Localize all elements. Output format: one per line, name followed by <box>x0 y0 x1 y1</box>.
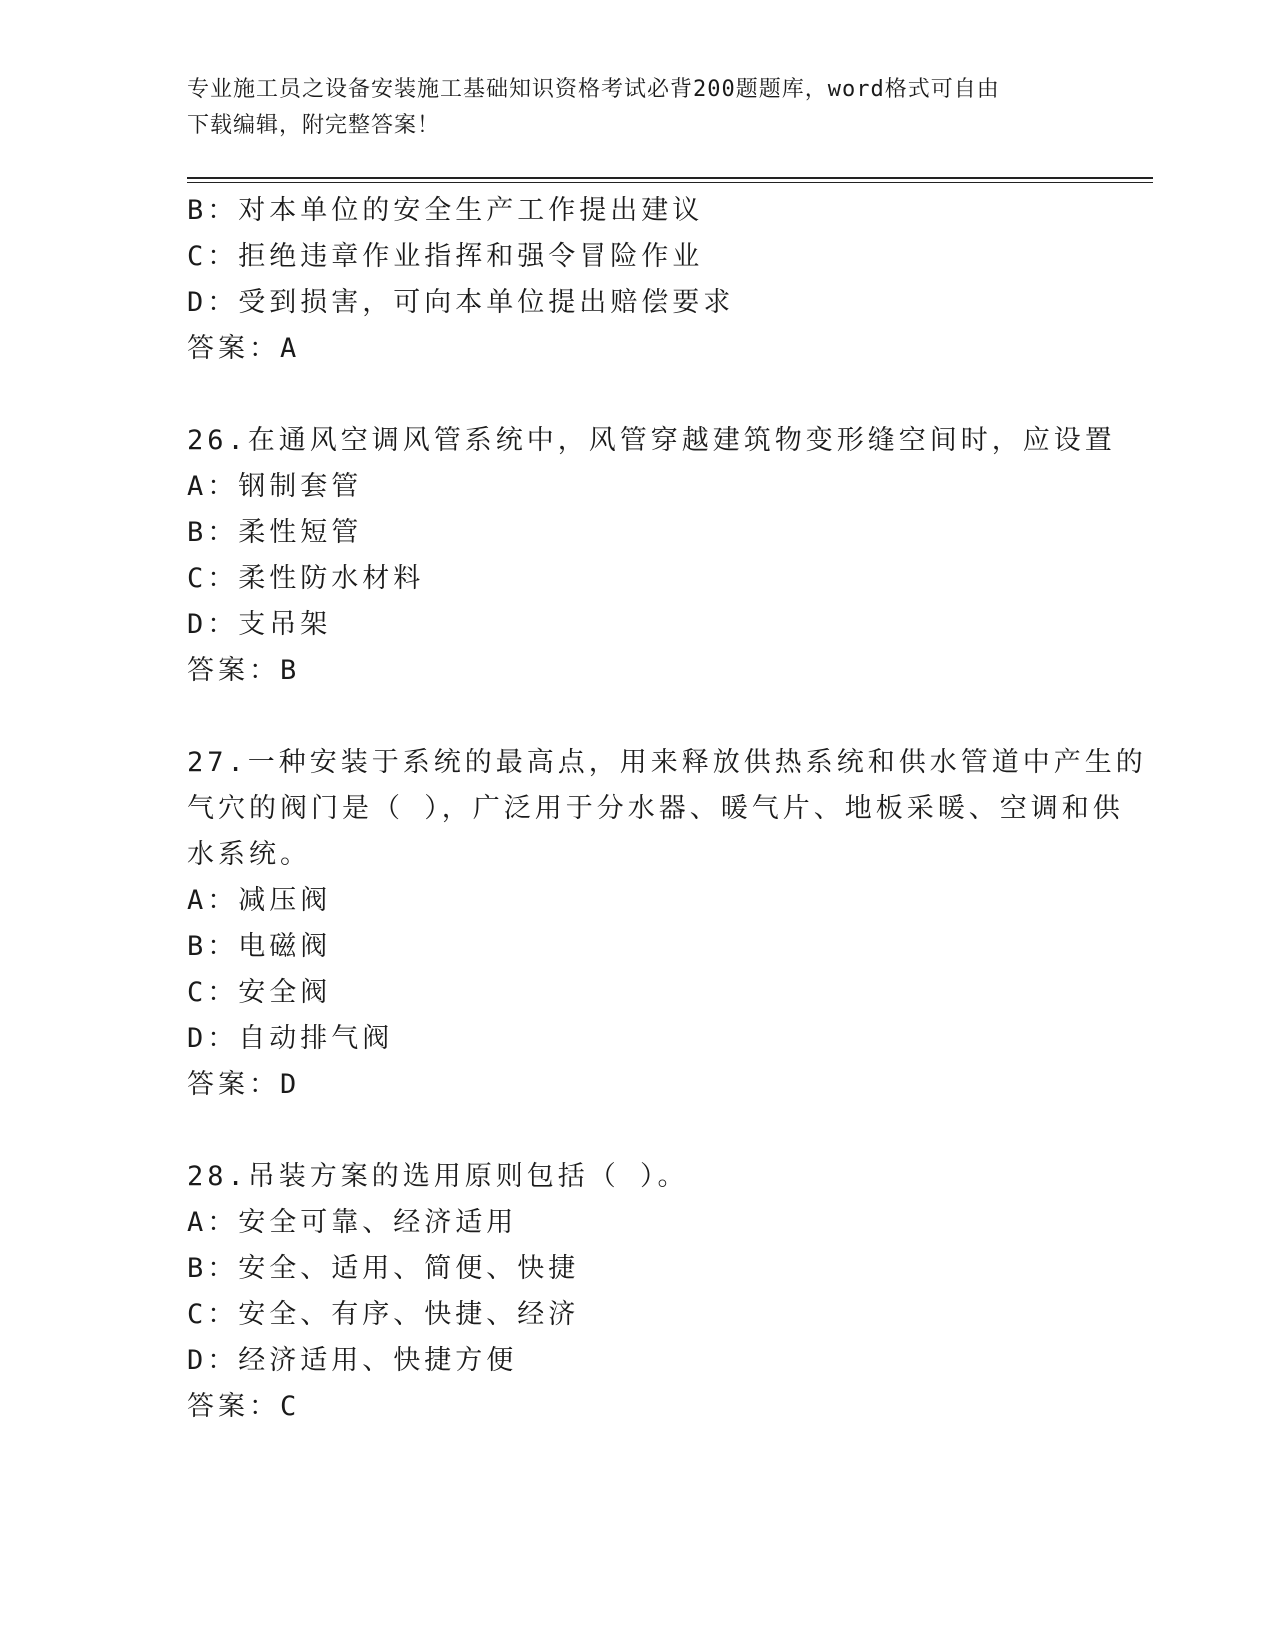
option-b: B：电磁阀 <box>187 931 332 962</box>
option-c: C：安全、有序、快捷、经济 <box>187 1299 580 1330</box>
spacer <box>187 372 1087 418</box>
answer-line: 答案：C <box>187 1391 301 1422</box>
document-header <box>187 72 1087 144</box>
option-d: D：支吊架 <box>187 609 332 640</box>
option-a: A：安全可靠、经济适用 <box>187 1207 518 1238</box>
option-b: B：对本单位的安全生产工作提出建议 <box>187 195 704 226</box>
answer-line: 答案：D <box>187 1069 301 1100</box>
option-b: B：柔性短管 <box>187 517 363 548</box>
question-text-line-2: 气穴的阀门是（ ），广泛用于分水器、暖气片、地板采暖、空调和供 <box>187 793 1124 824</box>
spacer <box>187 694 1087 740</box>
question-text-line-3: 水系统。 <box>187 839 311 870</box>
answer-line: 答案：B <box>187 655 301 686</box>
option-b: B：安全、适用、简便、快捷 <box>187 1253 580 1284</box>
option-d: D：经济适用、快捷方便 <box>187 1345 518 1376</box>
header-divider-thin <box>187 182 1153 183</box>
option-d: D：受到损害，可向本单位提出赔偿要求 <box>187 287 735 318</box>
header-line-2: 下载编辑，附完整答案！ <box>187 113 441 138</box>
option-d: D：自动排气阀 <box>187 1023 394 1054</box>
question-27 <box>187 740 1147 1108</box>
question-28 <box>187 1154 1087 1430</box>
spacer <box>187 1108 1087 1154</box>
question-text: 28.吊装方案的选用原则包括（ ）。 <box>187 1161 689 1192</box>
question-25-partial <box>187 188 1087 372</box>
option-a: A：钢制套管 <box>187 471 363 502</box>
header-divider-thick <box>187 177 1153 179</box>
question-text: 26.在通风空调风管系统中，风管穿越建筑物变形缝空间时，应设置 <box>187 425 1116 456</box>
header-line-1: 专业施工员之设备安装施工基础知识资格考试必背200题题库，word格式可自由 <box>187 77 1000 102</box>
option-c: C：安全阀 <box>187 977 332 1008</box>
option-a: A：减压阀 <box>187 885 332 916</box>
option-c: C：柔性防水材料 <box>187 563 425 594</box>
question-text-line-1: 27.一种安装于系统的最高点，用来释放供热系统和供水管道中产生的 <box>187 747 1147 778</box>
question-content <box>187 188 1147 1430</box>
answer-line: 答案：A <box>187 333 301 364</box>
question-26 <box>187 418 1116 694</box>
option-c: C：拒绝违章作业指挥和强令冒险作业 <box>187 241 704 272</box>
